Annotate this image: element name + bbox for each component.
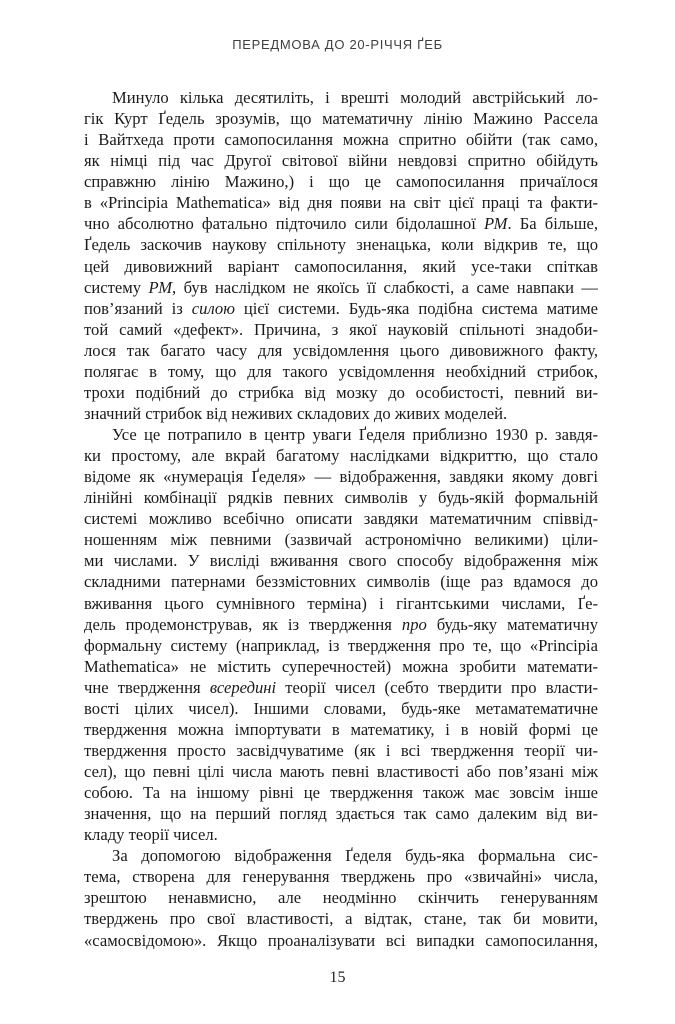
text-segment: лося так багато часу для усвідомлення цього дивовижного факту, (84, 340, 598, 360)
text-segment: і Вайтхеда проти самопосилання можна спритно обійти (так само, (84, 130, 598, 150)
text-line (84, 487, 598, 508)
text-segment: ми числами. У висліді вживання свого способу відображення між (84, 551, 598, 571)
text-segment: справжню лінію Мажино,) і що це самопосилання причаїлося (84, 172, 598, 192)
text-segment: будь-яку математичну (426, 614, 598, 634)
text-segment: тема, створена для генерування тверджень про «звичайні» числа, (84, 867, 598, 887)
text-line (84, 550, 598, 571)
text-segment: ки простому, але вкрай багатому наслідками відкриттю, що стало (84, 446, 598, 466)
text-line (84, 192, 598, 213)
text-segment: полягає в тому, що для такого усвідомлення необхідний стрибок, (84, 361, 598, 381)
text-line (84, 234, 598, 255)
text-line (84, 171, 598, 192)
text-line (84, 298, 598, 319)
text-segment: твердження можна імпортувати в математику, і в новій формі це (84, 719, 598, 739)
text-segment: формальну систему (наприклад, із твердження про те, що «Principia (84, 635, 598, 655)
text-line (84, 129, 598, 150)
text-line (84, 614, 598, 635)
text-line (84, 803, 598, 824)
text-line (84, 908, 598, 929)
text-line (84, 782, 598, 803)
text-segment: в «Principia Mathematica» від дня появи на світ цієї праці та факти- (84, 193, 598, 213)
text-line (84, 845, 598, 866)
text-segment: Ґедель заскочив наукову спільноту зненацька, коли відкрив те, що (84, 235, 598, 255)
text-segment: твердження просто засвідчуватиме (як і всі твердження теорії чи- (84, 740, 598, 760)
text-line (84, 424, 598, 445)
text-segment: зрештою ненавмисно, але неодмінно скінчить генеруванням (84, 888, 598, 908)
text-line (84, 403, 598, 424)
text-segment: як німці під час Другої світової війни невдовзі спритно обійдуть (84, 151, 598, 171)
text-segment: чно абсолютно фатально підточило сили бідолашної (84, 214, 484, 234)
text-segment: теорії чисел (себто твердити про власти- (276, 677, 598, 697)
text-segment: чне твердження (84, 677, 210, 697)
text-line (84, 87, 598, 108)
text-segment: цей дивовижний варіант самопосилання, який усе-таки спіткав (84, 256, 598, 276)
running-header: ПЕРЕДМОВА ДО 20-РІЧЧЯ ҐЕБ (232, 37, 443, 52)
text-line (84, 256, 598, 277)
text-line (84, 445, 598, 466)
text-line (84, 866, 598, 887)
text-segment: «самосвідомою». Якщо проаналізувати всі випадки самопосилання, (84, 930, 598, 950)
text-segment: тверджень про свої властивості, а відтак, стане, так би мовити, (84, 909, 598, 929)
text-line (84, 635, 598, 656)
italic-text: силою (191, 298, 235, 318)
text-segment: дель продемонстрував, як із твердження (84, 614, 402, 634)
text-line (84, 719, 598, 740)
text-line (84, 677, 598, 698)
page-number: 15 (329, 969, 346, 986)
text-line (84, 698, 598, 719)
text-segment: вживання цього сумнівного терміна) і гігантськими числами, Ґе- (84, 593, 598, 613)
text-segment: Минуло кілька десятиліть, і врешті молодий австрійський ло- (112, 88, 598, 107)
text-line (84, 382, 598, 403)
text-segment: Усе це потрапило в центр уваги Ґеделя приблизно 1930 р. завдя- (112, 425, 598, 444)
text-segment: відоме як «нумерація Ґеделя» — відображення, завдяки якому довгі (84, 467, 598, 487)
text-line (84, 108, 598, 129)
text-line (84, 593, 598, 614)
italic-text: РМ (148, 277, 173, 297)
text-segment: За допомогою відображення Ґеделя будь-яка формальна сис- (112, 846, 598, 866)
text-segment: кладу теорії чисел. (84, 825, 218, 845)
text-segment: Mathematica» не містить суперечностей) можна зробити математи- (84, 656, 598, 676)
italic-text: всередині (209, 677, 277, 697)
text-line (84, 508, 598, 529)
text-line (84, 277, 598, 298)
text-line (84, 319, 598, 340)
text-segment: собою. Та на іншому рівні це твердження також має зовсім інше (84, 783, 598, 803)
text-line (84, 529, 598, 550)
text-segment: цієї системи. Будь-яка подібна система матиме (234, 298, 598, 318)
text-line (84, 361, 598, 382)
text-segment: сел), що певні цілі числа мають певні властивості або пов’язані між (84, 762, 598, 781)
text-segment: лінійні комбінації рядків певних символів у будь-якій формальній (84, 488, 598, 508)
text-line (84, 930, 598, 951)
text-segment: значний стрибок від неживих складових до живих моделей. (84, 403, 508, 423)
italic-text: про (401, 614, 427, 634)
text-line (84, 740, 598, 761)
text-line (84, 213, 598, 234)
text-segment: значення, що на перший погляд здається так само далеким від ви- (84, 804, 598, 824)
text-segment: трохи подібний до стрибка від мозку до особистості, певний ви- (84, 382, 598, 402)
text-line (84, 466, 598, 487)
text-segment: ношенням між певними (зазвичай астрономічно великими) ціли- (84, 530, 598, 550)
text-segment: той самий «дефект». Причина, з якої науковій спільноті знадоби- (84, 319, 598, 339)
body-text (84, 87, 598, 951)
text-segment: гік Курт Ґедель зрозумів, що математичну лінію Мажино Рассела (84, 109, 598, 129)
text-line (84, 150, 598, 171)
text-line (84, 656, 598, 677)
text-segment: системі можливо всебічно описати завдяки математичним співвід- (84, 509, 598, 529)
text-line (84, 571, 598, 592)
text-line (84, 340, 598, 361)
text-segment: систему (84, 277, 149, 297)
text-line (84, 761, 598, 782)
text-line (84, 824, 598, 845)
text-segment: пов’язаний із (84, 298, 192, 318)
text-segment: складними патернами беззмістовних символів (іще раз вдамося до (84, 572, 598, 592)
text-segment: вості цілих чисел). Іншими словами, будь-яке метаматематичне (84, 698, 598, 718)
text-segment: , був наслідком не якоїсь її слабкості, а саме навпаки — (172, 277, 598, 297)
text-line (84, 887, 598, 908)
italic-text: РМ (483, 214, 508, 234)
text-segment: . Ба більше, (507, 214, 598, 234)
